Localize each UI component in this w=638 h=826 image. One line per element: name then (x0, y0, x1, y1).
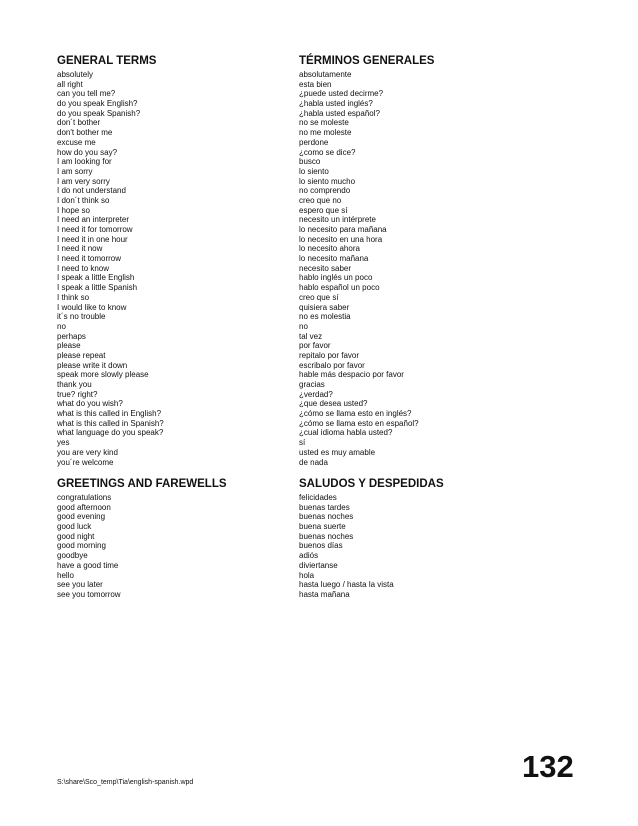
spanish-term: creo que no (299, 195, 342, 205)
term-row (57, 332, 597, 342)
spanish-term: ¿cómo se llama esto en inglés? (299, 409, 412, 419)
spanish-term: buenas noches (299, 531, 354, 541)
english-term: you´re welcome (57, 457, 114, 467)
spanish-term: escribalo por favor (299, 360, 365, 370)
term-row (57, 89, 597, 99)
term-list (57, 70, 597, 467)
english-term: hello (57, 570, 74, 580)
term-row (57, 312, 597, 322)
term-row (57, 503, 597, 513)
spanish-term: ¿como se dice? (299, 147, 356, 157)
english-term: speak more slowly please (57, 370, 149, 380)
term-row (57, 303, 597, 313)
english-term: do you speak Spanish? (57, 108, 141, 118)
english-term: I am very sorry (57, 176, 110, 186)
term-row (57, 157, 597, 167)
english-term: I need it for tomorrow (57, 225, 133, 234)
english-term: please (57, 341, 81, 351)
term-row (57, 571, 597, 581)
spanish-term: perdone (299, 137, 329, 147)
term-row (57, 80, 597, 90)
spanish-term: adiós (299, 551, 319, 561)
english-term: I need an interpreter (57, 215, 130, 225)
english-term: good night (57, 531, 95, 541)
term-row (57, 70, 597, 80)
english-term: I am sorry (57, 166, 93, 176)
spanish-term: sí (299, 438, 306, 448)
english-term: good evening (57, 512, 106, 522)
english-term: can you tell me? (57, 89, 116, 99)
english-term: you are very kind (57, 447, 118, 457)
spanish-term: diviertanse (299, 560, 338, 570)
english-term: goodbye (57, 551, 88, 561)
spanish-term: usted es muy amable (299, 447, 376, 457)
term-row (57, 177, 597, 187)
english-term: excuse me (57, 137, 96, 147)
english-term: good luck (57, 522, 92, 532)
english-term: it´s no trouble (57, 312, 106, 322)
english-term: I need to know (57, 263, 110, 273)
term-row (57, 541, 597, 551)
greetings-section (57, 477, 597, 600)
spanish-term: no me moleste (299, 128, 352, 138)
spanish-term: necesito un intérprete (299, 215, 376, 225)
english-term: don´t bother (57, 118, 101, 128)
english-term: I speak a little English (57, 273, 135, 283)
english-term: I need it in one hour (57, 234, 128, 244)
spanish-term: por favor (299, 341, 331, 351)
english-term: don't bother me (57, 128, 113, 138)
section-headings (57, 54, 597, 68)
english-term: please repeat (57, 350, 106, 360)
spanish-term: quisiera saber (299, 302, 350, 312)
spanish-term: lo necesito ahora (299, 244, 360, 254)
spanish-term: ¿habla usted inglés? (299, 99, 373, 109)
spanish-term: hasta luego / hasta la vista (299, 580, 394, 590)
english-term: I do not understand (57, 186, 126, 196)
english-term: good afternoon (57, 502, 111, 512)
spanish-term: hasta mañana (299, 589, 350, 599)
spanish-term: gracias (299, 380, 325, 389)
term-row (57, 380, 597, 390)
term-row (57, 244, 597, 254)
term-row (57, 561, 597, 571)
english-term: what is this called in Spanish? (57, 418, 164, 428)
spanish-term: hablo español un poco (299, 283, 380, 293)
term-row (57, 225, 597, 235)
spanish-term: ¿cómo se llama esto en español? (299, 418, 419, 428)
spanish-term: no comprendo (299, 186, 351, 196)
spanish-term: no se moleste (299, 118, 349, 128)
english-heading: GREETINGS AND FAREWELLS (57, 478, 227, 490)
spanish-term: buenas tardes (299, 502, 350, 512)
spanish-heading: SALUDOS Y DESPEDIDAS (299, 478, 444, 490)
english-term: do you speak English? (57, 99, 138, 109)
english-term: have a good time (57, 560, 119, 570)
spanish-term: no es molestia (299, 312, 351, 322)
term-row (57, 351, 597, 361)
term-row (57, 206, 597, 216)
spanish-term: hola (299, 570, 315, 580)
term-list (57, 493, 597, 600)
spanish-term: ¿verdad? (299, 389, 333, 399)
term-row (57, 428, 597, 438)
english-term: no (57, 321, 66, 331)
english-term: what do you wish? (57, 399, 123, 409)
spanish-term: de nada (299, 457, 328, 467)
spanish-heading: TÉRMINOS GENERALES (299, 55, 435, 67)
term-row (57, 419, 597, 429)
spanish-term: creo que sí (299, 292, 339, 302)
spanish-term: esta bien (299, 79, 332, 89)
term-row (57, 138, 597, 148)
term-row (57, 399, 597, 409)
english-term: I would like to know (57, 302, 127, 312)
term-row (57, 273, 597, 283)
term-row (57, 390, 597, 400)
english-term: I don´t think so (57, 195, 110, 205)
file-path: S:\share\Sco_temp\Tia\english-spanish.wpd (57, 779, 194, 786)
spanish-term: tal vez (299, 331, 323, 341)
term-row (57, 254, 597, 264)
spanish-term: ¿que desea usted? (299, 399, 368, 409)
spanish-term: buenas noches (299, 512, 354, 522)
spanish-term: necesito saber (299, 263, 352, 273)
english-term: good morning (57, 541, 106, 551)
english-term: I need it tomorrow (57, 254, 122, 264)
spanish-term: ¿cual idioma habla usted? (299, 428, 393, 438)
term-row (57, 532, 597, 542)
term-row (57, 522, 597, 532)
spanish-term: repitalo por favor (299, 350, 360, 360)
english-term: see you tomorrow (57, 589, 121, 599)
english-term: how do you say? (57, 147, 118, 157)
english-term: I hope so (57, 205, 90, 215)
term-row (57, 196, 597, 206)
english-term: I speak a little Spanish (57, 283, 138, 293)
term-row (57, 283, 597, 293)
term-row (57, 264, 597, 274)
term-row (57, 590, 597, 600)
english-term: see you later (57, 580, 103, 590)
spanish-term: felicidades (299, 493, 337, 502)
english-term: congratulations (57, 493, 112, 502)
term-row (57, 551, 597, 561)
term-row (57, 438, 597, 448)
spanish-term: lo necesito mañana (299, 254, 369, 264)
spanish-term: lo siento (299, 166, 329, 176)
term-row (57, 458, 597, 468)
term-row (57, 341, 597, 351)
term-row (57, 215, 597, 225)
spanish-term: lo necesito para mañana (299, 225, 387, 234)
term-row (57, 493, 597, 503)
spanish-term: absolutamente (299, 70, 352, 79)
spanish-term: espero que sí (299, 205, 348, 215)
spanish-term: buena suerte (299, 522, 346, 532)
term-row (57, 580, 597, 590)
english-term: please write it down (57, 360, 128, 370)
term-row (57, 370, 597, 380)
term-row (57, 148, 597, 158)
general-terms-section (57, 54, 597, 467)
term-row (57, 167, 597, 177)
spanish-term: hable más despacio por favor (299, 370, 404, 380)
english-term: yes (57, 438, 70, 448)
page-number: 132 (522, 749, 574, 784)
spanish-term: lo siento mucho (299, 176, 356, 186)
english-term: I think so (57, 292, 90, 302)
term-row (57, 512, 597, 522)
english-term: all right (57, 79, 83, 89)
spanish-term: buenos días (299, 541, 343, 551)
english-term: I am looking for (57, 157, 112, 167)
term-row (57, 361, 597, 371)
term-row (57, 322, 597, 332)
term-row (57, 448, 597, 458)
spanish-term: ¿habla usted español? (299, 108, 380, 118)
term-row (57, 409, 597, 419)
term-row (57, 118, 597, 128)
spanish-term: hablo inglés un poco (299, 273, 373, 283)
spanish-term: ¿puede usted decirme? (299, 89, 384, 99)
spanish-term: busco (299, 157, 321, 167)
english-term: thank you (57, 380, 92, 389)
english-term: perhaps (57, 331, 86, 341)
term-row (57, 128, 597, 138)
english-term: absolutely (57, 70, 94, 79)
term-row (57, 109, 597, 119)
english-term: I need it now (57, 244, 103, 254)
term-row (57, 293, 597, 303)
spanish-term: no (299, 321, 308, 331)
section-headings (57, 477, 597, 491)
term-row (57, 235, 597, 245)
term-row (57, 186, 597, 196)
english-term: what is this called in English? (57, 409, 162, 419)
term-row (57, 99, 597, 109)
spanish-term: lo necesito en una hora (299, 234, 383, 244)
english-heading: GENERAL TERMS (57, 55, 157, 67)
english-term: what language do you speak? (57, 428, 164, 438)
english-term: true? right? (57, 389, 98, 399)
